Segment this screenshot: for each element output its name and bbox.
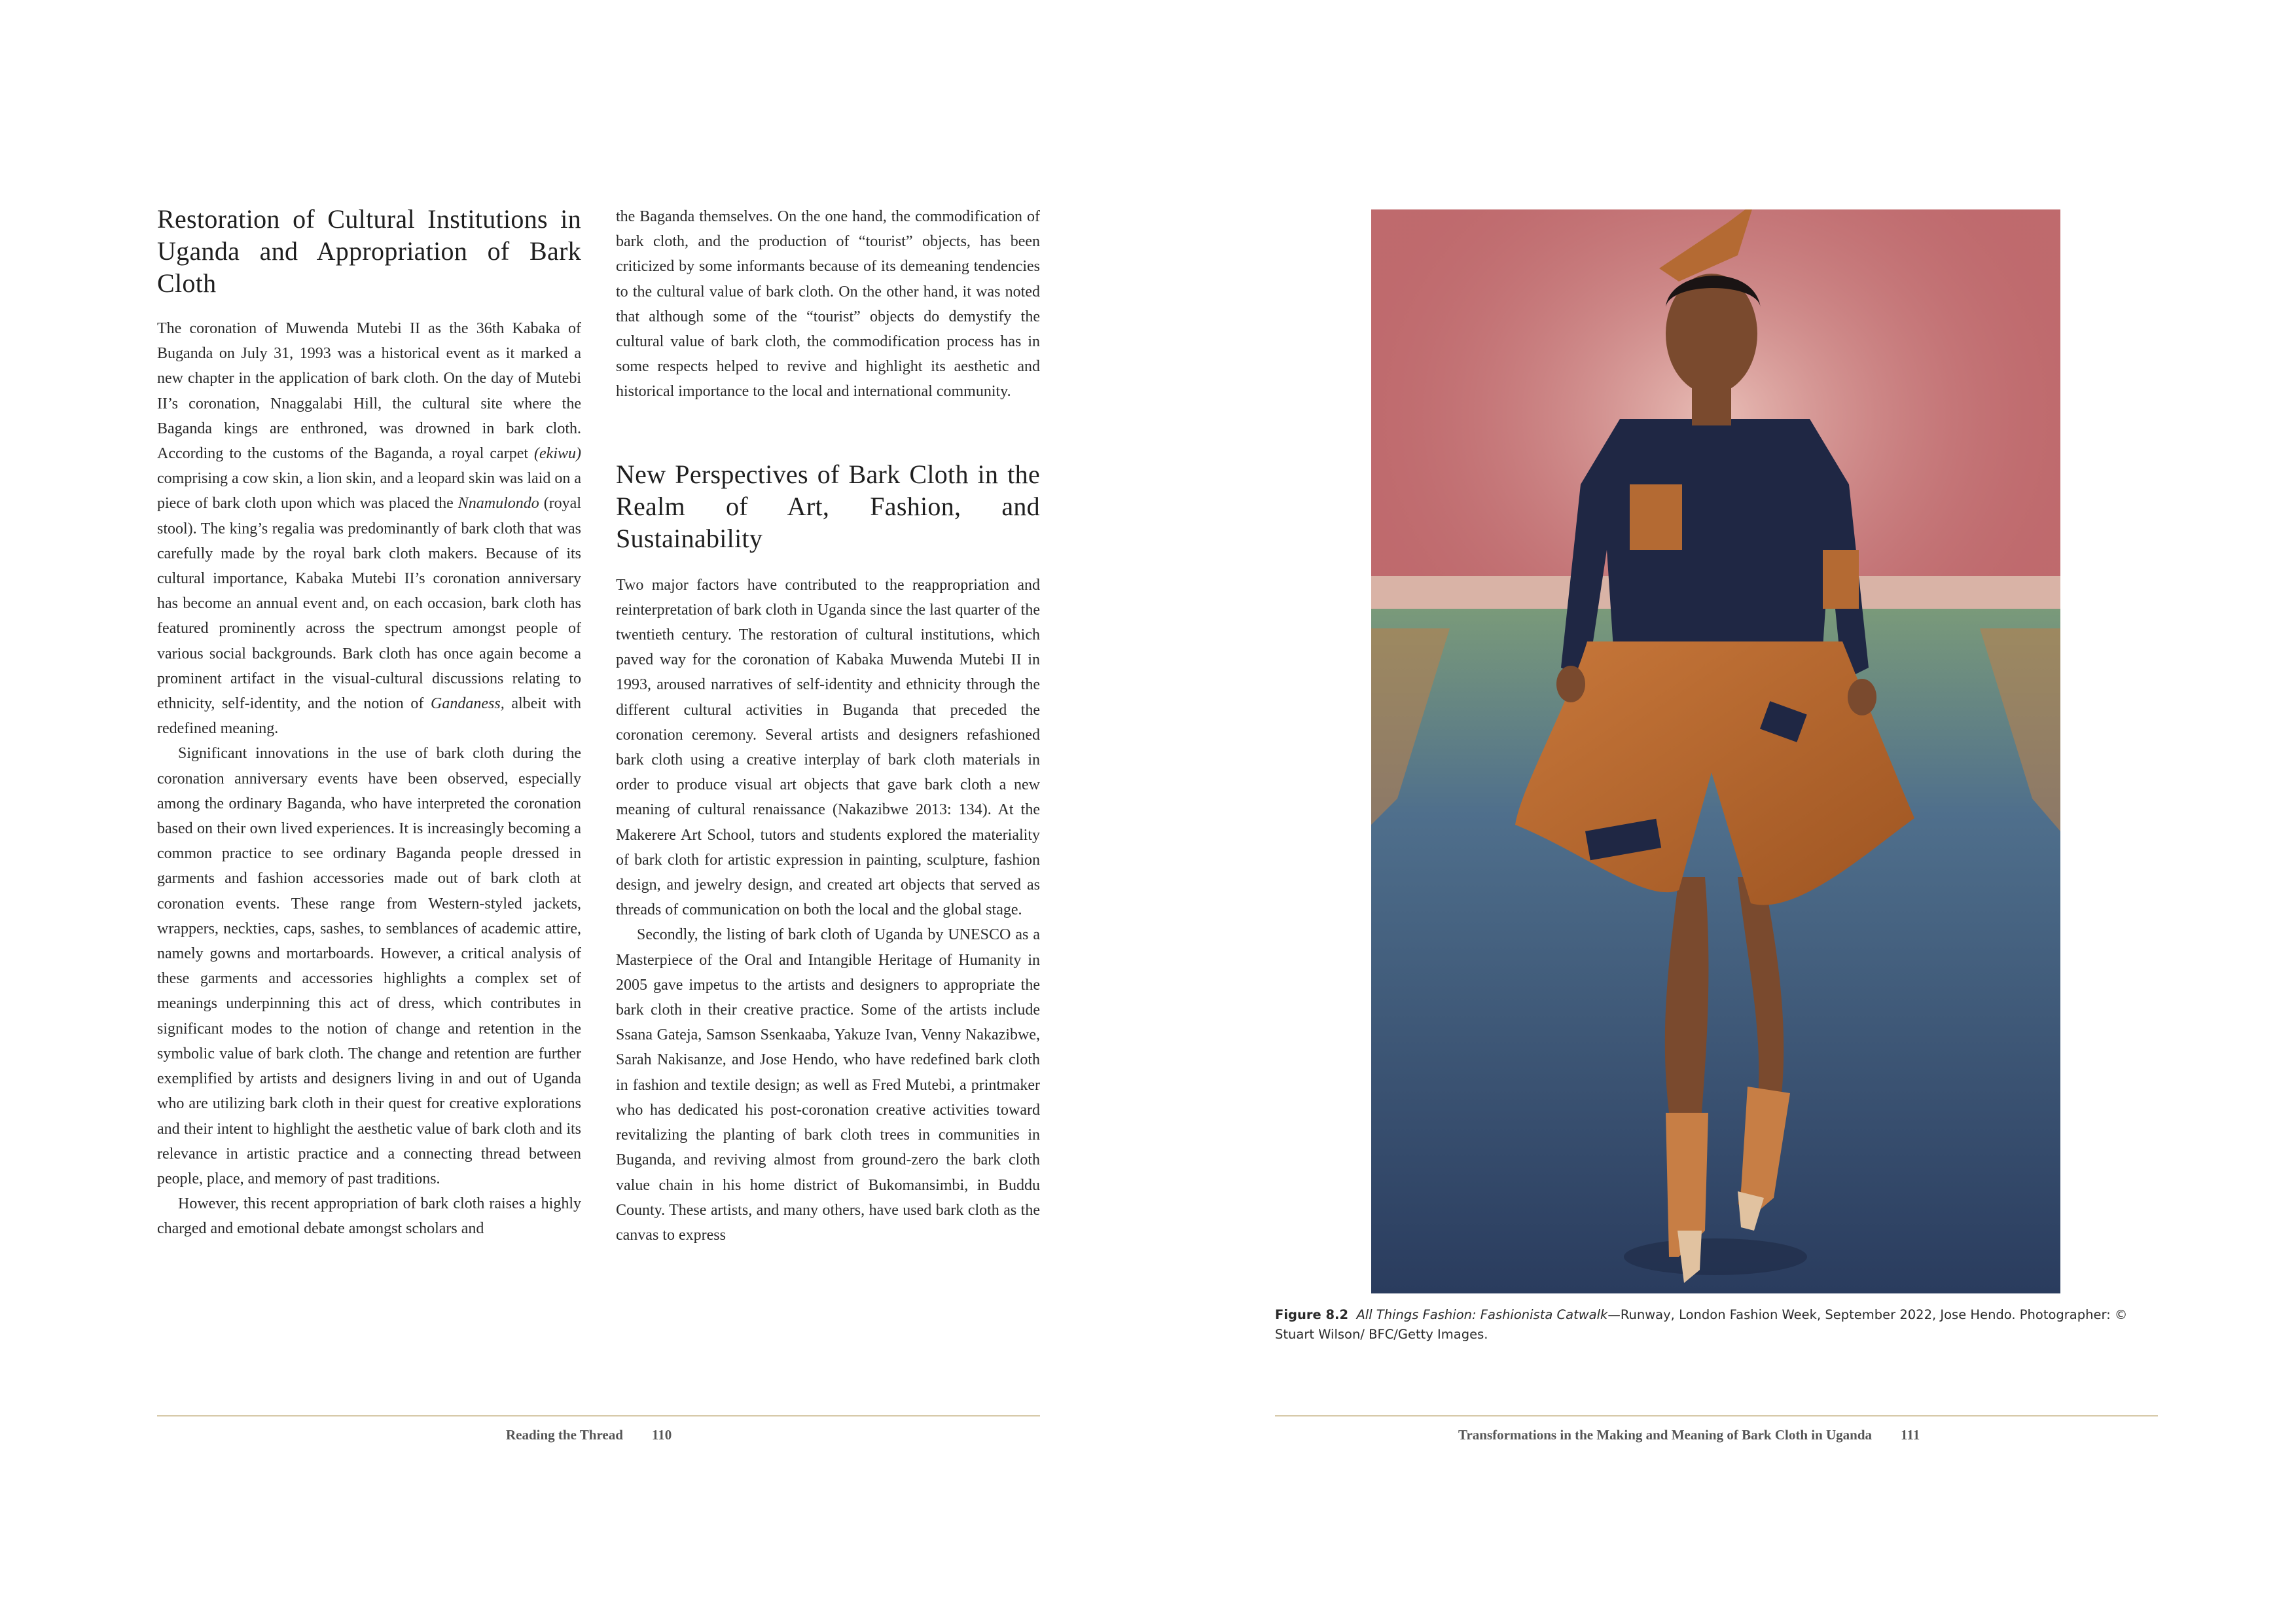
section-heading-restoration: Restoration of Cultural Institutions in Uganda and Appropriation of Bark Cloth — [157, 204, 581, 298]
paragraph-text: albeit with redefined meaning. — [157, 695, 581, 738]
italic-term: (ekiwu) — [534, 445, 581, 463]
runway-photograph — [1371, 209, 2060, 1293]
paragraph-text: The coronation of Muwenda Mutebi II as the 36th Kabaka of Buganda on July 31, 1993 was a historical event as it marked a new chapter in the application of bark cloth. On the day of Mutebi II’s coronation, Nnaggalabi Hill, the cultural site where the Baganda kings are enthroned, was drowned in bark cloth. According to the customs of the Baganda, a royal carpet — [157, 320, 581, 463]
running-footer-right — [1458, 1427, 1920, 1443]
italic-term: Gandaness, — [431, 695, 505, 713]
paragraph: However, this recent appropriation of bark cloth raises a highly charged and emotional debate amongst scholars and — [157, 1195, 581, 1238]
paragraph: the Baganda themselves. On the one hand, the commodification of bark cloth, and the production of “tourist” objects, has been criticized by some informants because of its demeaning tendencies to the cultural value of bark cloth. On the other hand, it was noted that although some of the “tourist” objects do demystify the cultural value of bark cloth, the commodification process has in some respects helped to revive and highlight its aesthetic and historical importance to the local and international community. — [616, 208, 1040, 401]
running-title: Transformations in the Making and Meaning of Bark Cloth in Uganda — [1458, 1427, 1873, 1443]
paragraph-text: comprising a cow skin, a lion skin, and a leopard skin was laid on a piece of bark cloth upon which was placed the — [157, 470, 581, 513]
figure-credit: —Runway, London Fashion Week, September 2022, Jose Hendo. Photographer: © Stuart Wilson/ BFC/Getty Images. — [1275, 1307, 2128, 1342]
page-number: 111 — [1901, 1427, 1920, 1443]
footer-rule — [157, 1415, 1040, 1416]
section-heading-new-perspectives: New Perspectives of Bark Cloth in the Realm of Art, Fashion, and Sustainability — [616, 459, 1040, 553]
paragraph: Significant innovations in the use of bark cloth during the coronation anniversary events have been observed, especially among the ordinary Baganda, who have interpreted the coronation based on their own lived experiences. It is increasingly becoming a common practice to see ordinary Baganda people dressed in garments and fashion accessories made out of bark cloth at coronation events. These range from Western-styled jackets, wrappers, neckties, caps, sashes, to semblances of academic attire, namely gowns and mortarboards. However, a critical analysis of these garments and accessories highlights a complex set of meanings underpinning this act of dress, which contributes in significant modes to the notion of change and retention in the symbolic value of bark cloth. The change and retention are further exemplified by artists and designers living in and out of Uganda who are utilizing bark cloth in their quest for creative explorations and their intent to highlight the aesthetic value of bark cloth and its relevance in artistic practice and a connecting thread between people, place, and memory of past traditions. — [157, 745, 581, 1187]
figure-title: All Things Fashion: Fashionista Catwalk — [1356, 1307, 1608, 1322]
paragraph-text: (royal stool). The king’s regalia was predominantly of bark cloth that was carefully made by the royal bark cloth makers. Because of its cultural importance, Kabaka Mutebi II’s coronation anniversary has become an annual event and, on each occasion, bark cloth has featured prominently across the spectrum amongst people of various social backgrounds. Bark cloth has once again become a prominent artifact in the visual-cultural discussions relating to ethnicity, self-identity, and the notion of — [157, 495, 582, 713]
figure-label: Figure 8.2 — [1275, 1307, 1349, 1322]
text-column-2 — [616, 204, 1040, 1248]
paragraph: Two major factors have contributed to the reappropriation and reinterpretation of bark cloth in Uganda since the last quarter of the twentieth century. The restoration of cultural institutions, which paved way for the coronation of Kabaka Muwenda Mutebi II in 1993, aroused narratives of self-identity and ethnicity through the different cultural activities in Buganda that preceded the coronation ceremony. Several artists and designers refashioned bark cloth using a creative interplay of bark cloth materials in order to produce visual art objects that gave bark cloth a new meaning of cultural renaissance (Nakazibwe 2013: 134). At the Makerere Art School, tutors and students explored the materiality of bark cloth for artistic expression in painting, sculpture, fashion design, and jewelry design, and created art objects that served as threads of communication on both the local and the global stage. — [616, 576, 1040, 919]
italic-term: Nnamulondo — [457, 495, 539, 513]
figure-caption — [1275, 1305, 2158, 1344]
running-title: Reading the Thread — [506, 1427, 623, 1443]
page-number: 110 — [651, 1427, 672, 1443]
footer-rule — [1275, 1415, 2158, 1416]
text-column-1 — [157, 204, 581, 1242]
paragraph — [157, 316, 581, 741]
photo-illustration — [1371, 209, 2060, 1293]
running-footer-left — [506, 1427, 672, 1443]
paragraph: Secondly, the listing of bark cloth of Uganda by UNESCO as a Masterpiece of the Oral and Intangible Heritage of Humanity in 2005 gave impetus to the artists and designers to appropriate the bark cloth in their creative practice. Some of the artists include Ssana Gateja, Samson Ssenkaaba, Yakuze Ivan, Venny Nakazibwe, Sarah Nakisanze, and Jose Hendo, who have redefined bark cloth in fashion and textile design; as well as Fred Mutebi, a printmaker who has dedicated his post-coronation creative activities toward revitalizing the planting of bark cloth trees in communities in Buganda, and reviving almost from ground-zero the bark cloth value chain in his home district of Bukomansimbi, in Buddu County. These artists, and many others, have used bark cloth as the canvas to express — [616, 926, 1040, 1244]
